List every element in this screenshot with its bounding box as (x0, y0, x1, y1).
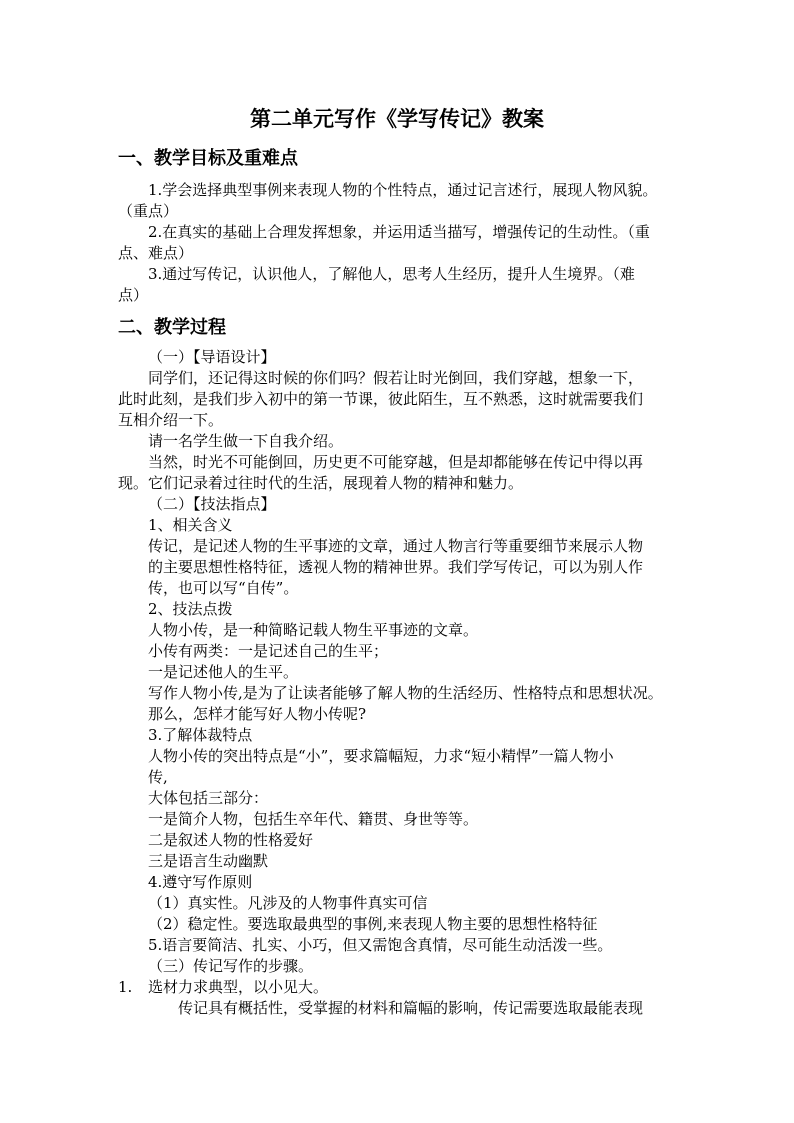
body-line: 5.语言要简洁、扎实、小巧，但又需饱含真情，尽可能生动活泼一些。 (148, 936, 613, 954)
section-heading-objectives: 一、教学目标及重难点 (118, 148, 298, 169)
subheading-technique: （二）【技法指点】 (148, 495, 276, 513)
body-line: 请一名学生做一下自我介绍。 (148, 432, 344, 450)
body-line: （1）真实性。凡涉及的人物事件真实可信 (148, 894, 428, 912)
body-line: 的主要思想性格特征，透视人物的精神世界。我们学写传记，可以为别人作 (148, 558, 644, 576)
body-line: 1、相关含义 (148, 516, 233, 534)
objective-line: 3.通过写传记，认识他人，了解他人，思考人生经历，提升人生境界。（难 (148, 265, 635, 283)
objective-line: 点、难点） (118, 244, 194, 262)
body-line: 传记具有概括性，受掌握的材料和篇幅的影响，传记需要选取最能表现 (178, 999, 644, 1017)
objective-line: （重点） (118, 202, 179, 220)
body-line: 人物小传的突出特点是“小”，要求篇幅短，力求“短小精悍”一篇人物小 (148, 747, 614, 765)
body-line: 当然，时光不可能倒回，历史更不可能穿越，但是却都能够在传记中得以再 (148, 453, 644, 471)
body-line: 互相介绍一下。 (118, 411, 224, 429)
section-heading-process: 二、教学过程 (118, 317, 226, 338)
objective-line: 2.在真实的基础上合理发挥想象，并运用适当描写，增强传记的生动性。（重 (148, 223, 650, 241)
body-line: 传，也可以写“自传”。 (148, 579, 299, 597)
body-line: （2）稳定性。要选取最典型的事例,来表现人物主要的思想性格特征 (148, 915, 598, 933)
body-line: 传, (148, 768, 168, 786)
body-line: 同学们，还记得这时候的你们吗？假若让时光倒回，我们穿越，想象一下， (148, 369, 644, 387)
subheading-steps: （三）传记写作的步骤。 (148, 957, 314, 975)
body-line: 4.遵守写作原则 (148, 873, 253, 891)
body-line: 小传有两类：一是记述自己的生平； (148, 642, 389, 660)
body-line: 人物小传，是一种简略记载人物生平事迹的文章。 (148, 621, 479, 639)
body-line: 一是记述他人的生平。 (148, 663, 299, 681)
subheading-intro: （一）【导语设计】 (148, 348, 276, 366)
body-line: 一是简介人物，包括生卒年代、籍贯、身世等等。 (148, 810, 479, 828)
objective-line: 点） (118, 286, 149, 304)
body-line: 大体包括三部分： (148, 789, 269, 807)
body-line: 那么，怎样才能写好人物小传呢? (148, 705, 367, 723)
document-title: 第二单元写作《学写传记》教案 (250, 106, 544, 131)
body-line: 写作人物小传,是为了让读者能够了解人物的生活经历、性格特点和思想状况。 (148, 684, 663, 702)
body-line: 3.了解体裁特点 (148, 726, 253, 744)
list-number: 1. (118, 978, 133, 996)
objective-line: 1.学会选择典型事例来表现人物的个性特点，通过记言述行，展现人物风貌。 (148, 181, 658, 199)
body-line: 传记，是记述人物的生平事迹的文章，通过人物言行等重要细节来展示人物 (148, 537, 644, 555)
body-line: 二是叙述人物的性格爱好 (148, 831, 314, 849)
list-item: 选材力求典型，以小见大。 (148, 978, 329, 996)
body-line: 三是语言生动幽默 (148, 852, 269, 870)
body-line: 现。它们记录着过往时代的生活，展现着人物的精神和魅力。 (118, 474, 524, 492)
body-line: 2、技法点拨 (148, 600, 233, 618)
body-line: 此时此刻，是我们步入初中的第一节课，彼此陌生，互不熟悉，这时就需要我们 (118, 390, 644, 408)
